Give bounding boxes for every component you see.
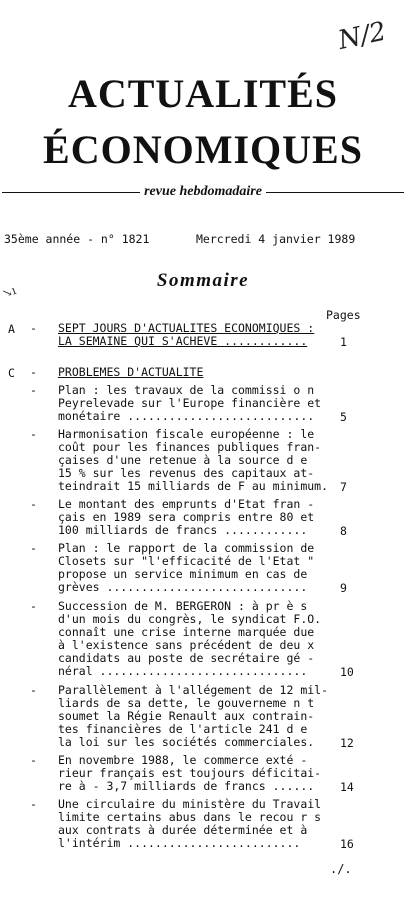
page-number: 9 — [340, 581, 347, 595]
item-line: soumet la Régie Renault aux contrain- — [58, 709, 315, 723]
issue-date: Mercredi 4 janvier 1989 — [196, 232, 356, 246]
item-text — [58, 542, 348, 594]
dash: - — [30, 321, 37, 335]
item-text — [58, 684, 348, 749]
page-number: 16 — [340, 837, 354, 851]
item-line: grèves ............................. — [58, 580, 308, 594]
item-line: rieur français est toujours déficitai- — [58, 766, 322, 780]
item-line: Parallèlement à l'allégement de 12 mil- — [58, 683, 329, 697]
page-number: 7 — [340, 480, 347, 494]
page-number: 12 — [340, 736, 354, 750]
section-line: LA SEMAINE QUI S'ACHEVE ............ — [58, 334, 308, 348]
dash: - — [30, 427, 37, 441]
rule-left — [2, 192, 140, 193]
item-line: tes financières de l'article 241 d e — [58, 722, 308, 736]
item-line: monétaire ........................... — [58, 409, 315, 423]
item-line: çais en 1989 sera compris entre 80 et — [58, 510, 315, 524]
subtitle: revue hebdomadaire — [144, 184, 262, 199]
dash: - — [30, 365, 37, 379]
item-text — [58, 428, 348, 493]
item-text — [58, 498, 348, 537]
item-line: Peyrelevade sur l'Europe financière et — [58, 396, 322, 410]
subtitle-row — [2, 182, 404, 202]
item-text — [58, 798, 348, 850]
sommaire-title: Sommaire — [156, 270, 250, 291]
item-line: 100 milliards de francs ............ — [58, 523, 308, 537]
item-line: d'un mois du congrès, le syndicat F.O. — [58, 612, 322, 626]
section-c-text — [58, 366, 348, 379]
pages-header: Pages — [326, 308, 361, 322]
item-line: Plan : les travaux de la commissi o n — [58, 383, 315, 397]
item-line: l'intérim ......................... — [58, 836, 301, 850]
item-line: çaises d'une retenue à la source d e — [58, 453, 308, 467]
dash: - — [30, 383, 37, 397]
page-number: 1 — [340, 335, 347, 349]
item-line: connaît une crise interne marquée due — [58, 625, 315, 639]
dash: - — [30, 797, 37, 811]
item-line: re à - 3,7 milliards de francs ...... — [58, 779, 315, 793]
rule-right — [266, 192, 404, 193]
dash: - — [30, 753, 37, 767]
item-line: liards de sa dette, le gouverneme n t — [58, 696, 315, 710]
dash: - — [30, 497, 37, 511]
item-line: teindrait 15 milliards de F au minimum. — [58, 479, 329, 493]
item-text — [58, 384, 348, 423]
item-line: néral .............................. — [58, 664, 308, 678]
item-line: propose un service minimum en cas de — [58, 567, 308, 581]
item-line: la loi sur les sociétés commerciales. — [58, 735, 315, 749]
item-line: Plan : le rapport de la commission de — [58, 541, 315, 555]
item-line: Closets sur "l'efficacité de l'Etat " — [58, 554, 315, 568]
item-line: Harmonisation fiscale européenne : le — [58, 427, 315, 441]
dash: - — [30, 541, 37, 555]
journal-title-line2: ÉCONOMIQUES — [43, 127, 363, 172]
section-line: PROBLEMES D'ACTUALITE — [58, 365, 204, 379]
issue-number: 35ème année - n° 1821 — [4, 232, 150, 246]
item-line: coût pour les finances publiques fran- — [58, 440, 322, 454]
page-number: 8 — [340, 524, 347, 538]
section-a-text — [58, 322, 348, 348]
item-line: Le montant des emprunts d'Etat fran - — [58, 497, 315, 511]
continuation-mark: ./. — [330, 862, 352, 876]
page-number: 14 — [340, 780, 354, 794]
item-line: à l'existence sans précédent de deu x — [58, 638, 315, 652]
dash: - — [30, 683, 37, 697]
page-number: 5 — [340, 410, 347, 424]
item-line: Une circulaire du ministère du Travail — [58, 797, 322, 811]
handwritten-note: N/2 — [335, 16, 389, 56]
dash: - — [30, 599, 37, 613]
page-number: 10 — [340, 665, 354, 679]
journal-title-line1: ACTUALITÉS — [67, 71, 339, 116]
item-text — [58, 600, 348, 678]
margin-mark: ↘ı — [0, 283, 18, 301]
item-line: aux contrats à durée déterminée et à — [58, 823, 308, 837]
item-line: limite certains abus dans le recou r s — [58, 810, 322, 824]
item-text — [58, 754, 348, 793]
section-letter-c: C — [8, 366, 15, 380]
section-line: SEPT JOURS D'ACTUALITES ECONOMIQUES : — [58, 321, 315, 335]
item-line: candidats au poste de secrétaire gé - — [58, 651, 315, 665]
item-line: Succession de M. BERGERON : à pr è s — [58, 599, 308, 613]
item-line: 15 % sur les revenus des capitaux at- — [58, 466, 315, 480]
section-letter-a: A — [8, 322, 15, 336]
item-line: En novembre 1988, le commerce exté - — [58, 753, 308, 767]
